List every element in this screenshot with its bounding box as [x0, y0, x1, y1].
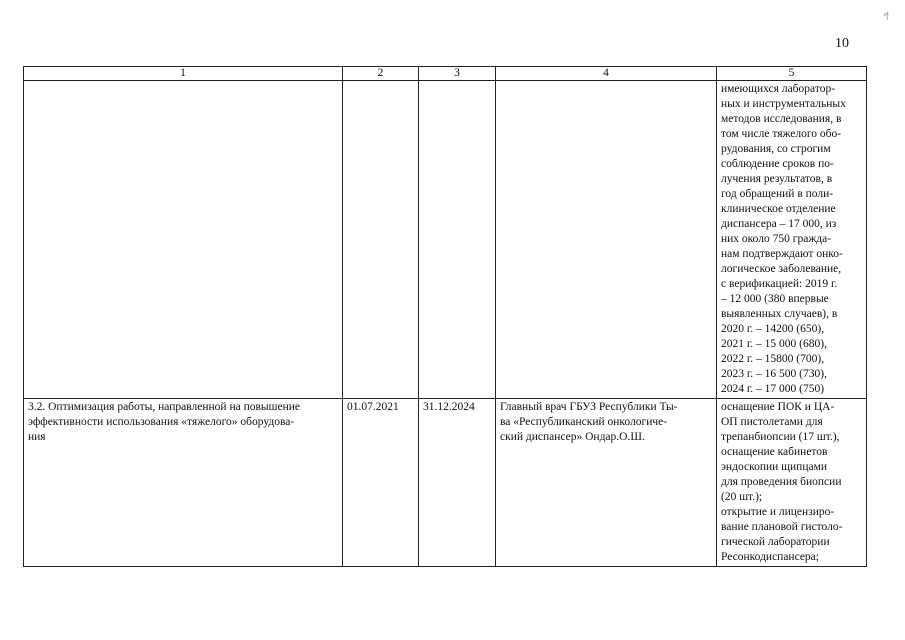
cell-text: 31.12.2024: [423, 401, 475, 413]
table-cell: [24, 399, 343, 567]
table-cell: [419, 81, 496, 399]
column-header: 4: [496, 67, 717, 81]
corner-mark: ﾂ: [882, 10, 892, 24]
page-number: 10: [835, 36, 849, 51]
column-header: 5: [717, 67, 867, 81]
table-row: [24, 81, 867, 399]
table-cell: [717, 81, 867, 399]
table-row: [24, 399, 867, 567]
table-cell: [343, 81, 419, 399]
cell-text: имеющихся лаборатор- ных и инструментальных методов исследования, в том числе тяжелого обо- рудования, со строгим соблюдение сроков по- лучения результатов, в год обращений в поли- клиническое отделение диспансера – 17 000, из них около 750 гражда- нам подтверждают онко- логическое заболевание, с верификацией: 2019 г. – 12 000 (380 впервые выявленных случаев), в 2020 г. – 14200 (650), 2021 г. – 15 000 (680), 2022 г. – 15800 (700), 2023 г. – 16 500 (730), 2024 г. – 17 000 (750): [721, 83, 846, 395]
table-cell: [24, 81, 343, 399]
cell-text: 3.2. Оптимизация работы, направленной на повышение эффективности использования «тяжелого» оборудова- ния: [28, 401, 301, 443]
table-cell: [496, 399, 717, 567]
column-header: 1: [24, 67, 343, 81]
table-cell: [717, 399, 867, 567]
column-header: 2: [343, 67, 419, 81]
cell-text: 01.07.2021: [347, 401, 399, 413]
table-cell: [343, 399, 419, 567]
table-cell: [496, 81, 717, 399]
table-cell: [419, 399, 496, 567]
table-header-row: [24, 67, 867, 81]
cell-text: оснащение ПОК и ЦА- ОП пистолетами для трепанбиопсии (17 шт.), оснащение кабинетов эндоскопии щипцами для проведения биопсии (20 шт.); открытие и лицензиро- вание плановой гистоло- гической лаборатории Ресонкодиспансера;: [721, 401, 843, 563]
plan-table: [23, 66, 867, 567]
column-header: 3: [419, 67, 496, 81]
cell-text: Главный врач ГБУЗ Республики Ты- ва «Республиканский онкологиче- ский диспансер» Ондар.О.Ш.: [500, 401, 678, 443]
